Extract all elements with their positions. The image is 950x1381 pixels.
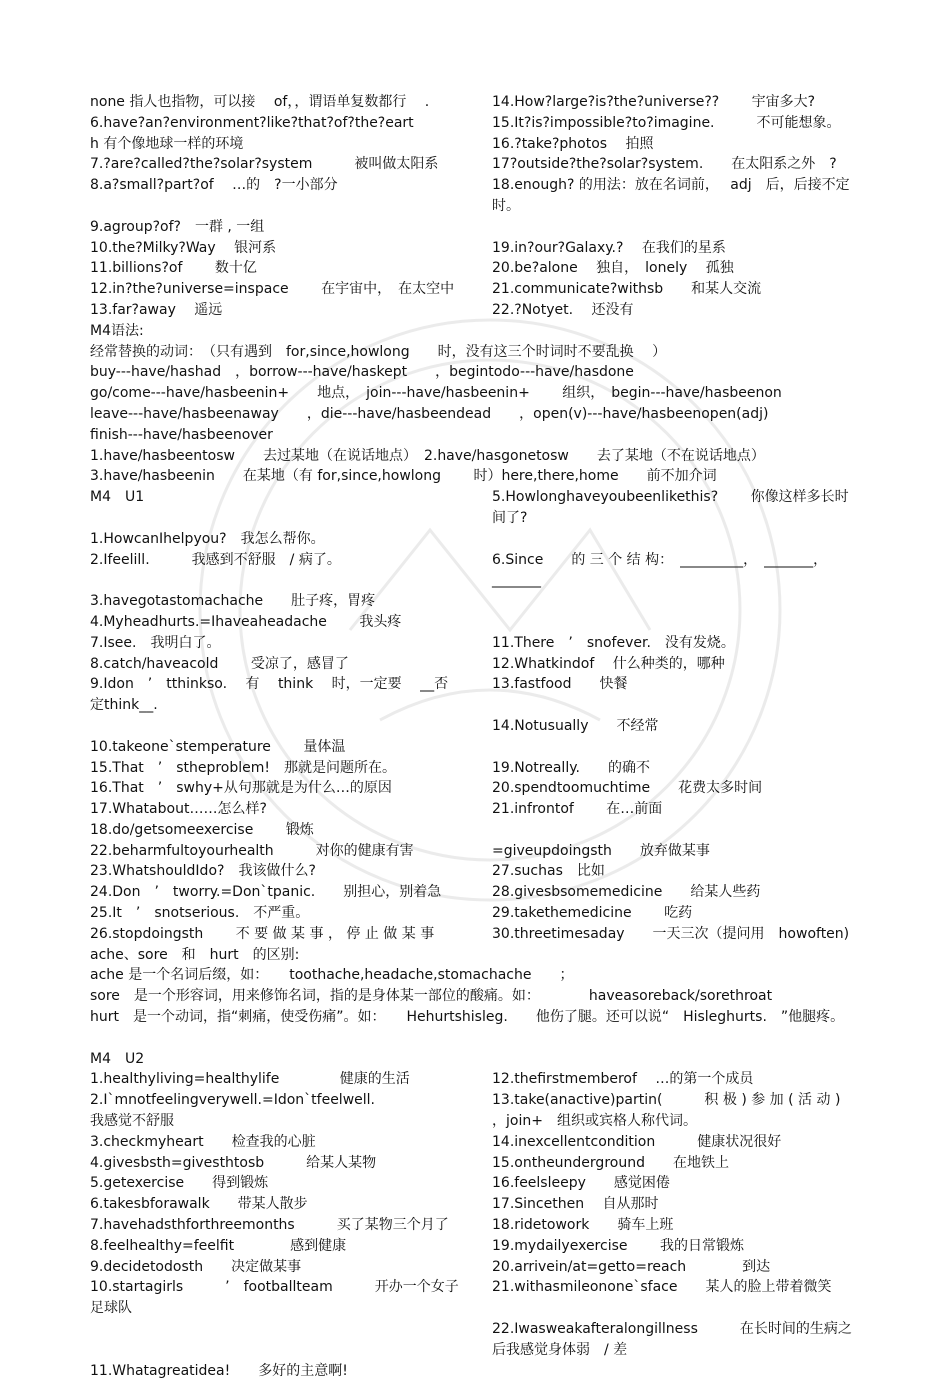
right-column-text: 11.There ’ snofever. 没有发烧。 — [492, 634, 735, 651]
note-line — [90, 1049, 855, 1070]
right-column-text: 14.How?large?is?the?universe?? 宇宙多大? — [492, 94, 816, 110]
left-column-text: sore 是一个形容词，用来修饰名词，指的是身体某一部位的酸痛。如： haveasoreback/sorethroat — [90, 988, 773, 1005]
note-line — [90, 1236, 855, 1257]
left-column-text: 22.beharmfultoyourhealth 对你的健康有害 — [90, 842, 414, 859]
note-line — [90, 758, 855, 779]
note-line — [90, 882, 855, 903]
note-line — [90, 841, 855, 862]
right-column-text: 30.threetimesaday 一天三次（提问用 howoften) — [492, 925, 850, 942]
left-column-text: 9.Idon ’ tthinkso. 有 think 时，一定要 __否定think__. — [90, 676, 449, 714]
note-line — [90, 633, 855, 654]
right-column-text: 19.Notreally. 的确不 — [492, 759, 650, 776]
note-line — [90, 924, 855, 945]
left-column-text: 7.havehadsthforthreemonths 买了某物三个月了 — [90, 1217, 449, 1234]
left-column-text: 3.checkmyheart 检查我的心脏 — [90, 1133, 316, 1150]
right-column-text: 13.fastfood 快餐 — [492, 676, 628, 693]
right-column-text: 15.It?is?impossible?to?imagine. 不可能想象。 — [492, 114, 841, 131]
left-column-text: 1.HowcanIhelpyou? 我怎么帮你。 — [90, 530, 325, 547]
left-column-text: 10.takeone`stemperature 量体温 — [90, 738, 346, 755]
left-column-text: 16.That ’ swhy+从句那就是为什么…的原因 — [90, 780, 392, 797]
note-line — [90, 217, 855, 238]
left-column-text: 15.That ’ stheproblem! 那就是问题所在。 — [90, 759, 397, 776]
right-column-text: 27.suchas 比如 — [492, 863, 605, 880]
note-line — [90, 612, 855, 633]
note-line — [90, 945, 855, 966]
note-line — [90, 1090, 855, 1132]
note-line — [90, 1215, 855, 1236]
left-column-text: 2.I`mnotfeelingverywell.=Idon`tfeelwell. 我感觉不舒服 — [90, 1092, 473, 1130]
right-column-text: 21.withasmileonone`sface 某人的脸上带着微笑 — [492, 1279, 832, 1296]
note-line — [90, 404, 855, 425]
left-column-text: 7.?are?called?the?solar?system 被叫做太阳系 — [90, 156, 439, 173]
right-column-text: 12.Whatkindof 什么种类的，哪种 — [492, 655, 725, 672]
right-column-text: 18.ridetowork 骑车上班 — [492, 1217, 674, 1234]
right-column-text: 18.enough? 的用法：放在名词前， adj 后，后接不定时。 — [492, 177, 850, 214]
right-column-text: 20.arrivein/at=getto=reach 到达 — [492, 1258, 771, 1275]
note-line — [90, 965, 855, 986]
note-line — [90, 154, 855, 175]
right-column-text: 16.?take?photos 拍照 — [492, 135, 654, 152]
note-line — [90, 362, 855, 383]
note-line — [90, 550, 855, 592]
left-column-text: 5.getexercise 得到锻炼 — [90, 1175, 269, 1192]
left-column-text: h 有个像地球一样的环境 — [90, 135, 244, 152]
left-column-text: 23.WhatshouldIdo? 我该做什么? — [90, 863, 316, 880]
left-column-text: 4.givesbsth=givesthtosb 给某人某物 — [90, 1154, 377, 1171]
right-column-text: 14.inexcellentcondition 健康状况很好 — [492, 1133, 782, 1150]
left-column-text: ache 是一个名词后缀，如： toothache,headache,stomachache ； — [90, 967, 574, 984]
left-column-text: hurt 是一个动词，指“刺痛，使受伤痛”。如： Hehurtshisleg. 他伤了腿。还可以说“ Hisleghurts. ”他腿疼。 — [90, 1009, 845, 1026]
note-line — [90, 716, 855, 737]
left-column-text: M4 U2 — [90, 1050, 145, 1067]
right-column-text: 28.givesbsomemedicine 给某人些药 — [492, 884, 761, 901]
left-column-text: 1.have/hasbeentosw 去过某地（在说话地点） 2.have/hasgonetosw 去了某地（不在说话地点） — [90, 447, 765, 464]
right-column-text: 21.infrontof 在…前面 — [492, 801, 663, 818]
left-column-text: 13.far?away 遥远 — [90, 301, 223, 318]
note-line — [90, 134, 855, 155]
left-column-text: 2.Ifeelill. 我感到不舒服 / 病了。 — [90, 551, 341, 568]
right-column-text: 17.Sincethen 自从那时 — [492, 1196, 659, 1213]
note-line — [90, 1153, 855, 1174]
note-line — [90, 654, 855, 675]
right-column-text: 19.mydailyexercise 我的日常锻炼 — [492, 1237, 744, 1254]
note-line — [90, 1173, 855, 1194]
note-line — [90, 487, 855, 529]
right-column-text: 14.Notusually 不经常 — [492, 717, 659, 734]
left-column-text: finish---have/hasbeenover — [90, 426, 273, 443]
right-column-text: 16.feelsleepy 感觉困倦 — [492, 1175, 670, 1192]
note-line — [90, 737, 855, 758]
right-column-text: 13.take(anactive)partin( 积 极 ) 参 加 ( 活 动 ) ，join+ 组织或宾格人称代词。 — [492, 1092, 841, 1130]
right-column-text: 12.thefirstmemberof …的第一个成员 — [492, 1071, 754, 1088]
left-column-text: 25.It ’ snotserious. 不严重。 — [90, 905, 310, 922]
left-column-text: buy---have/hashad ，borrow---have/haskept ，begintodo---have/hasdone — [90, 364, 634, 381]
left-column-text: leave---have/hasbeenaway ，die---have/hasbeendead ，open(v)---have/hasbeenopen(adj) — [90, 405, 769, 422]
right-column-text: =giveupdoingsth 放弃做某事 — [492, 842, 710, 859]
left-column-text: 9.agroup?of? 一群 , 一组 — [90, 218, 265, 235]
right-column-text: 15.ontheunderground 在地铁上 — [492, 1154, 729, 1171]
note-line — [90, 1132, 855, 1153]
left-column-text: 1.healthyliving=healthylife 健康的生活 — [90, 1071, 410, 1088]
note-line — [90, 1069, 855, 1090]
note-line — [90, 113, 855, 134]
right-column-text: 17?outside?the?solar?system. 在太阳系之外 ? — [492, 156, 837, 173]
note-line — [90, 986, 855, 1007]
left-column-text: M4语法: — [90, 322, 144, 339]
left-column-text: 24.Don ’ tworry.=Don`tpanic. 别担心，别着急 — [90, 884, 442, 901]
right-column-text: 19.in?our?Galaxy.? 在我们的星系 — [492, 239, 726, 256]
left-column-text: 4.Myheadhurts.=Ihaveaheadache 我头疼 — [90, 613, 402, 630]
note-line — [90, 1194, 855, 1215]
right-column-text: 5.Howlonghaveyoubeenlikethis? 你像这样多长时间了? — [492, 489, 849, 526]
left-column-text: 3.havegotastomachache 肚子疼，胃疼 — [90, 593, 376, 610]
left-column-text: 12.in?the?universe=inspace 在宇宙中， 在太空中 — [90, 281, 455, 298]
left-column-text: 10.startagirls ’ footballteam 开办一个女子足球队 — [90, 1279, 459, 1317]
left-column-text: 8.feelhealthy=feelfit 感到健康 — [90, 1237, 347, 1254]
right-column-text: 29.takethemedicine 吃药 — [492, 905, 693, 922]
note-line — [90, 820, 855, 841]
note-line — [90, 778, 855, 799]
note-line — [90, 1361, 855, 1381]
note-line — [90, 175, 855, 217]
note-line — [90, 861, 855, 882]
left-column-text: go/come---have/hasbeenin+ 地点， join---have/hasbeenin+ 组织， begin---have/hasbeenon — [90, 385, 782, 402]
note-line — [90, 383, 855, 404]
right-column-text: 20.be?alone 独自， lonely 孤独 — [492, 260, 734, 277]
left-column-text: 6.takesbforawalk 带某人散步 — [90, 1196, 308, 1213]
right-column-text: 22.Iwasweakafteralongillness 在长时间的生病之后我感觉身体弱 / 差 — [492, 1321, 852, 1358]
left-column-text: 11.billions?of 数十亿 — [90, 260, 257, 277]
note-line — [90, 674, 855, 716]
right-column-text: 20.spendtoomuchtime 花费太多时间 — [492, 780, 763, 797]
note-line — [90, 1257, 855, 1278]
note-line — [90, 258, 855, 279]
note-line — [90, 591, 855, 612]
left-column-text: 26.stopdoingsth 不 要 做 某 事 ， 停 止 做 某 事 — [90, 925, 435, 942]
note-line — [90, 1007, 855, 1049]
left-column-text: 10.the?Milky?Way 银河系 — [90, 239, 277, 256]
note-line — [90, 425, 855, 446]
right-column-text: 22.?Notyet. 还没有 — [492, 301, 634, 318]
notes-page — [90, 92, 855, 1381]
right-column-text: 21.communicate?withsb 和某人交流 — [492, 281, 762, 298]
left-column-text: 7.Isee. 我明白了。 — [90, 634, 221, 651]
note-line — [90, 279, 855, 300]
left-column-text: 8.a?small?part?of …的 ?一小部分 — [90, 177, 338, 194]
left-column-text: M4 U1 — [90, 489, 145, 506]
left-column-text: 3.have/hasbeenin 在某地（有 for,since,howlong 时）here,there,home 前不加介词 — [90, 468, 717, 485]
note-line — [90, 446, 855, 467]
note-line — [90, 342, 855, 363]
left-column-text: ache、sore 和 hurt 的区别: — [90, 946, 300, 963]
note-line — [90, 321, 855, 342]
note-line — [90, 903, 855, 924]
right-column-text: 6.Since 的 三 个 结 构： _________， _______，_______ — [492, 551, 828, 589]
left-column-text: 17.Whatabout……怎么样? — [90, 801, 267, 818]
note-line — [90, 300, 855, 321]
left-column-text: 6.have?an?environment?like?that?of?the?eart — [90, 114, 414, 131]
left-column-text: 9.decidetodosth 决定做某事 — [90, 1258, 302, 1275]
note-line — [90, 1319, 855, 1361]
left-column-text: 8.catch/haveacold 受凉了，感冒了 — [90, 655, 349, 672]
note-line — [90, 529, 855, 550]
left-column-text: none 指人也指物，可以接 of，，谓语单复数都行 . — [90, 94, 430, 110]
left-column-text: 11.Whatagreatidea! 多好的主意啊! — [90, 1362, 348, 1379]
note-line — [90, 1277, 855, 1319]
note-line — [90, 238, 855, 259]
left-column-text: 18.do/getsomeexercise 锻炼 — [90, 821, 314, 838]
note-line — [90, 799, 855, 820]
note-line — [90, 92, 855, 113]
left-column-text: 经常替换的动词： （只有遇到 for,since,howlong 时，没有这三个时词时不要乱换 ） — [90, 343, 667, 360]
note-line — [90, 466, 855, 487]
